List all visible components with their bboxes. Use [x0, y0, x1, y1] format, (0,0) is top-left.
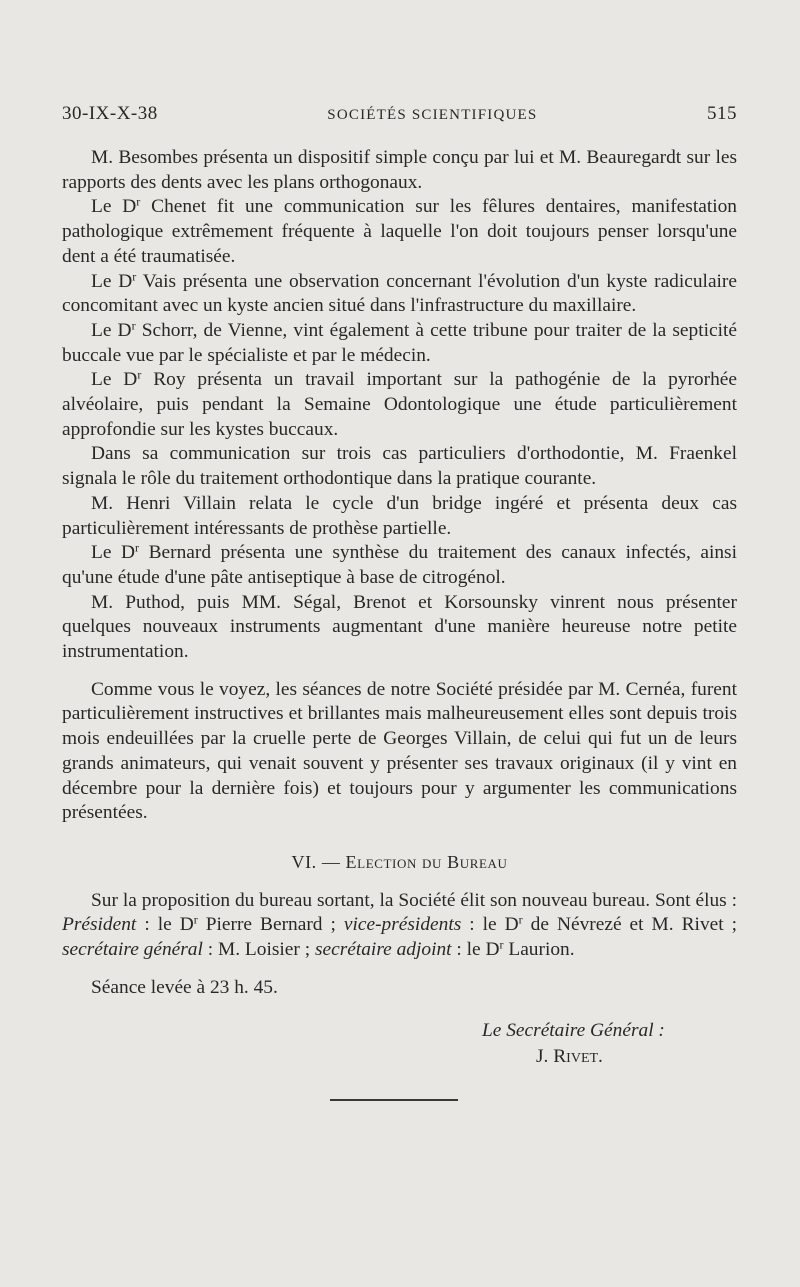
paragraph-besombes: M. Besombes présenta un dispositif simple conçu par lui et M. Beauregardt sur les rapports des dents avec les plans orthogonaux. [62, 147, 737, 193]
paragraph-vais [62, 270, 737, 319]
dr-superscript: r [499, 937, 504, 952]
paragraph-text: Bernard présenta une synthèse du traitement des canaux infectés, ainsi qu'une étude d'une pâte antiseptique à base de citrogénol. [62, 542, 737, 588]
secretary-general-label: secrétaire général [62, 939, 203, 961]
signature-title: Le Secrétaire Général : [482, 1020, 665, 1041]
dr-superscript: r [137, 367, 142, 382]
president-label: Président [62, 914, 137, 936]
dr-prefix: Le D [91, 196, 137, 218]
assistant-secretary-name: Laurion. [503, 939, 575, 961]
assistant-secretary-label: secrétaire adjoint [314, 939, 452, 961]
dr-prefix: Le D [91, 542, 136, 564]
closing-line: Séance levée à 23 h. 45. [91, 976, 278, 998]
paragraph-text: Chenet fit une communication sur les fêlures dentaires, manifestation pathologique extrêmement fréquente à laquelle l'on doit toujours penser lorsqu'une dent a été traumatisée. [62, 196, 737, 267]
paragraph-text: Schorr, de Vienne, vint également à cette tribune pour traiter de la septicité buccale vue par le spécialiste et par le médecin. [62, 319, 737, 366]
end-rule [330, 1099, 458, 1101]
secretary-general-name: : M. Loisier ; [202, 939, 315, 961]
issue-date: 30-IX-X-38 [62, 103, 158, 124]
paragraph-fraenkel: Dans sa communication sur trois cas particuliers d'orthodontie, M. Fraenkel signala le rôle du traitement orthodontique dans la pratique courante. [62, 443, 737, 490]
paragraph-text: Roy présenta un travail important sur la pathogénie de la pyrorhée alvéolaire, puis pendant la Semaine Odontologique une étude particulièrement approfondie sur les kystes buccaux. [62, 369, 737, 440]
vp-prefix: : le D [461, 914, 519, 936]
vp-label: vice-présidents [343, 914, 462, 936]
dr-superscript: r [131, 318, 136, 333]
paragraph-text: Vais présenta une observation concernant l'évolution d'un kyste radiculaire concomitant avec un kyste ancien situé dans l'infrastructure du maxillaire. [62, 270, 737, 317]
dr-prefix: Le D [91, 369, 138, 391]
paragraph-villain: M. Henri Villain relata le cycle d'un bridge ingéré et présenta deux cas particulièrement intéressants de prothèse partielle. [62, 492, 737, 539]
page-number: 515 [707, 103, 737, 124]
president-prefix: : le D [136, 914, 194, 936]
dr-superscript: r [136, 194, 141, 209]
president-name: Pierre Bernard ; [197, 914, 344, 936]
paragraph-bernard [62, 541, 737, 590]
paragraph-schorr [62, 319, 737, 368]
dr-prefix: Le D [91, 319, 132, 341]
signature-block [0, 1018, 800, 1070]
dr-superscript: r [132, 268, 137, 283]
running-header [62, 103, 737, 125]
running-title: SOCIÉTÉS SCIENTIFIQUES [327, 107, 538, 123]
dr-superscript: r [135, 540, 140, 555]
dr-superscript: r [518, 912, 523, 927]
paragraph-summary: Comme vous le voyez, les séances de notre Société présidée par M. Cernéa, furent particulièrement instructives et brillantes mais malheureusement elles sont depuis trois mois endeuillées par la cruelle perte de Georges Villain, de celui qui fut un de leurs grands animateurs, qui venait souvent y présenter ses travaux originaux (il y vint en décembre pour la dernière fois) et toujours pour y argumenter les communications présentées. [62, 678, 737, 824]
election-intro: Sur la proposition du bureau sortant, la Société élit son nouveau bureau. Sont élus : [91, 889, 737, 911]
section-heading: VI. — Election du Bureau [291, 851, 508, 872]
signature-name: J. Rivet. [536, 1046, 603, 1067]
paragraph-election [62, 889, 737, 963]
article-body [62, 146, 737, 1001]
assistant-secretary-prefix: : le D [451, 939, 500, 961]
dr-superscript: r [193, 912, 198, 927]
vp-names: de Névrezé et M. Rivet ; [522, 914, 738, 936]
paragraph-roy [62, 368, 737, 442]
paragraph-chenet [62, 195, 737, 269]
paragraph-puthod: M. Puthod, puis MM. Ségal, Brenot et Korsounsky vinrent nous présenter quelques nouveaux instruments augmentant d'une manière heureuse notre petite instrumentation. [62, 591, 737, 663]
dr-prefix: Le D [91, 270, 133, 292]
